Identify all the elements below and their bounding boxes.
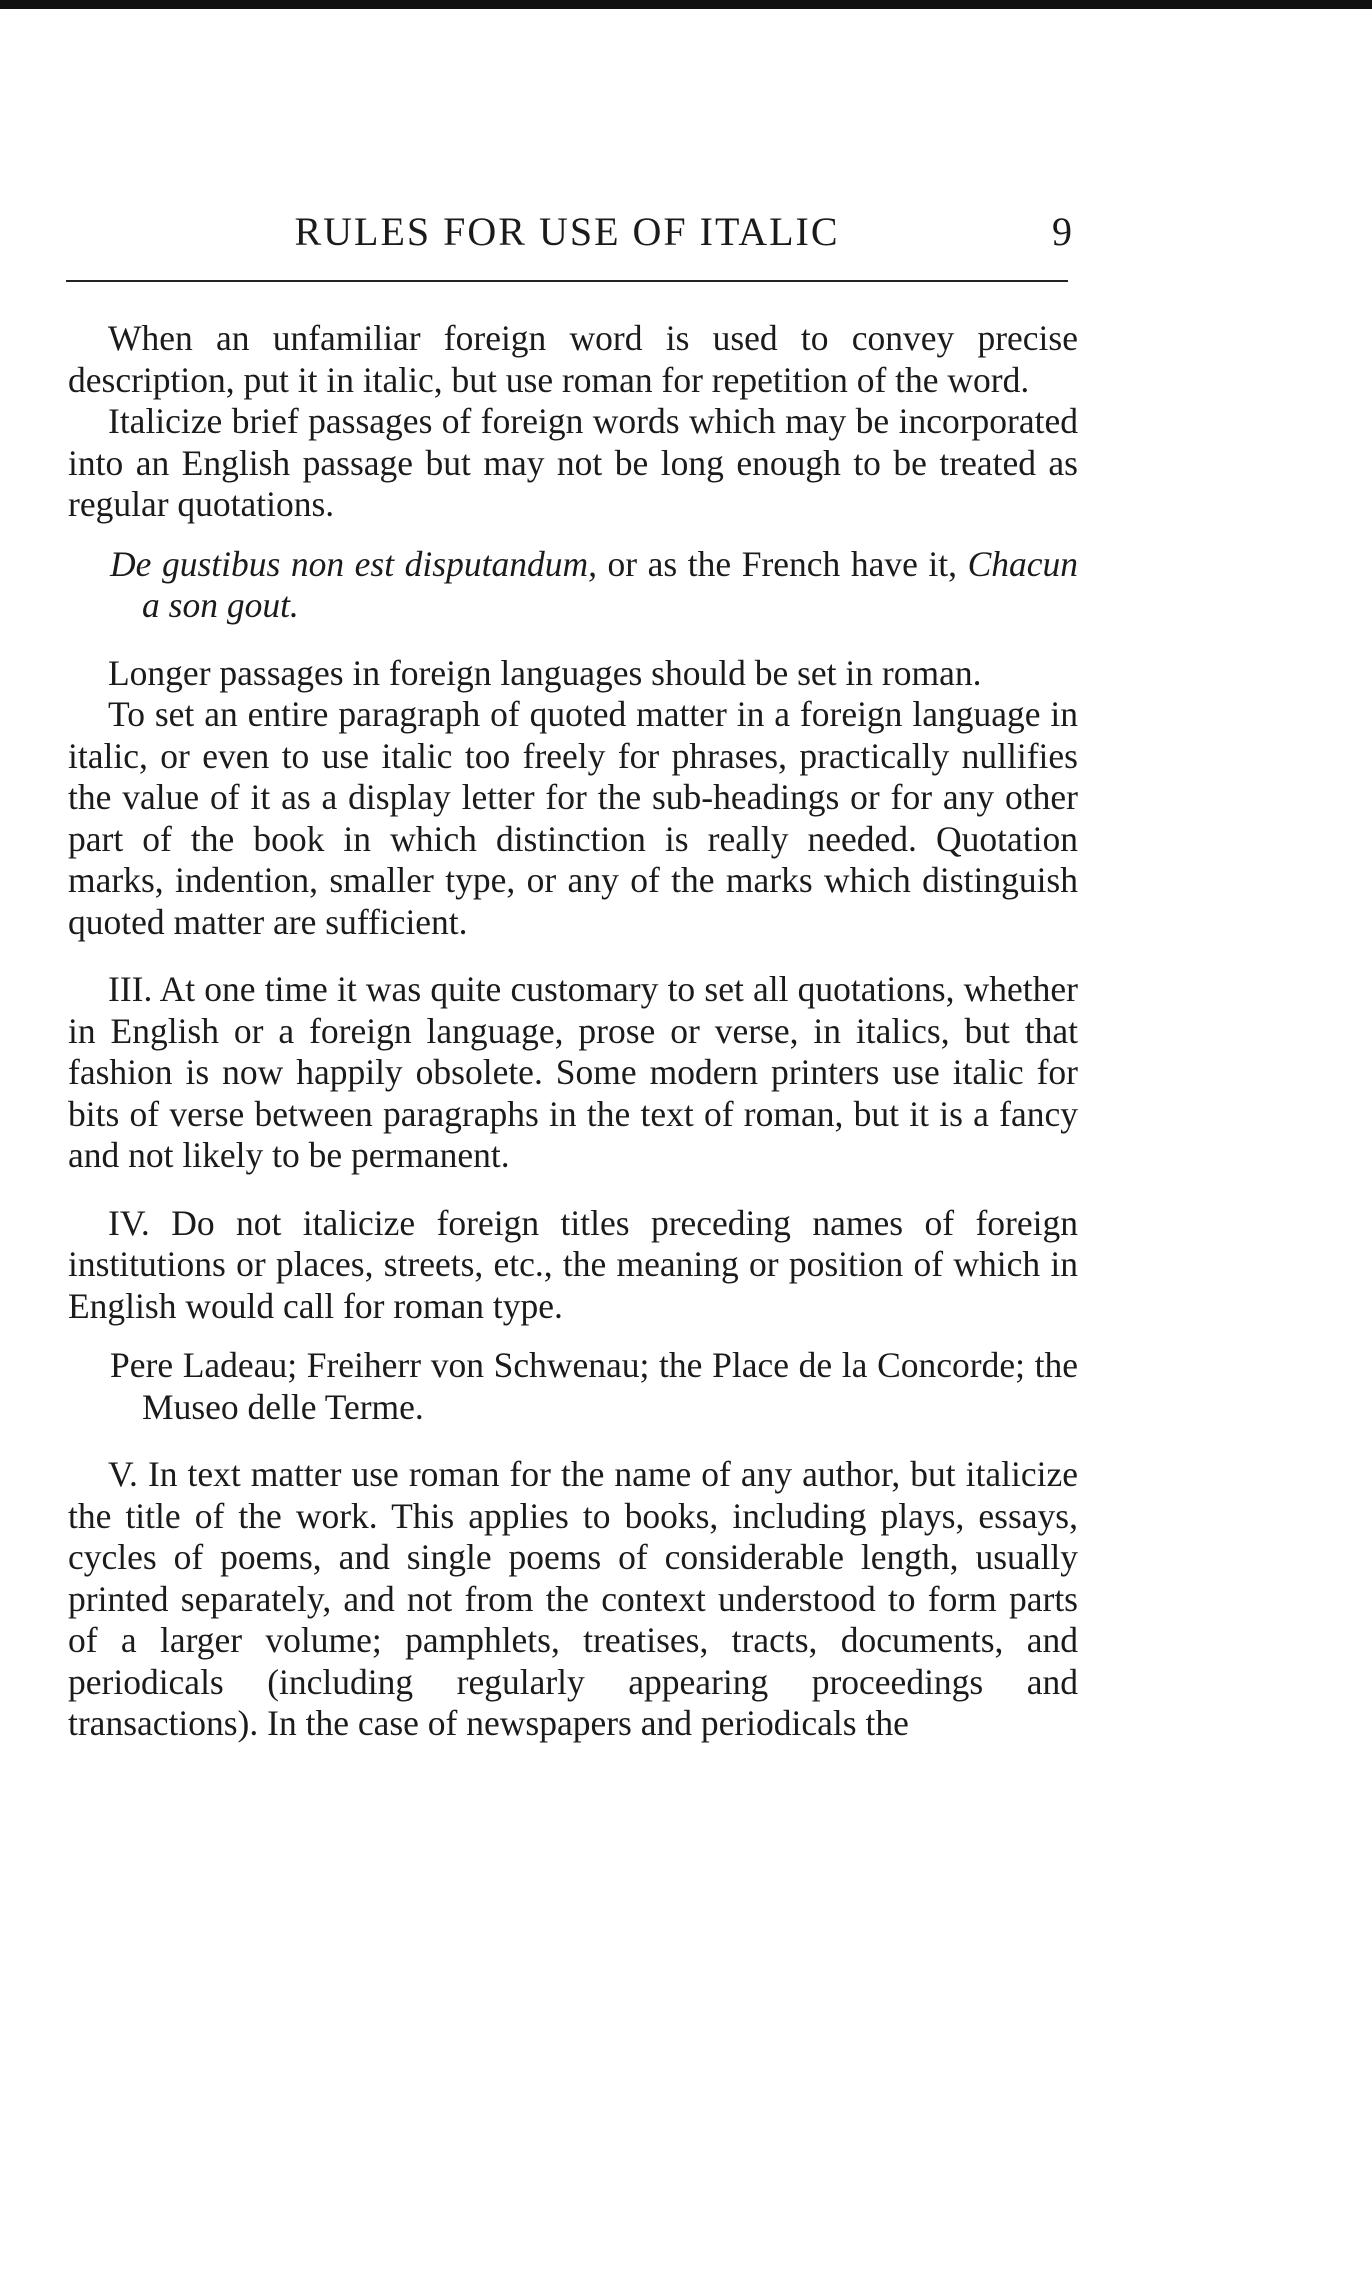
paragraph-longer-passages: Longer passages in foreign languages should be set in roman. (108, 652, 982, 693)
paragraph-rule-iii: III. At one time it was quite customary to set all quotations, whether in English or a foreign language, prose or verse, in italics, but that fashion is now happily obsolete. Some modern printers use italic for bits of verse between paragraphs in the text of roman, but it is a fancy and not likely to be permanent. (68, 969, 1078, 1175)
paragraph-foreign-word: When an unfamiliar foreign word is used to convey precise description, put it in italic, but use roman for repetition of the word. (68, 318, 1078, 400)
header-rule (66, 280, 1068, 282)
running-head (62, 208, 1072, 258)
example-latin-phrase: De gustibus non est disputandum, (110, 543, 597, 584)
paragraph-entire-paragraph: To set an entire paragraph of quoted matter in a foreign language in italic, or even to use italic too freely for phrases, practically nullifies the value of it as a display letter for the sub-headings or for any other part of the book in which distinction is really needed. Quotation marks, indention, smaller type, or any of the marks which distinguish quoted matter are sufficient. (68, 694, 1078, 942)
page-number: 9 (1052, 209, 1072, 254)
body-text (68, 318, 1078, 1745)
example-french-phrase: Chacun a son gout. (142, 543, 1078, 625)
paragraph-rule-iv: IV. Do not italicize foreign titles preceding names of foreign institutions or places, streets, etc., the meaning or position of which in English would call for roman type. (68, 1202, 1078, 1326)
example-latin-french (110, 544, 1078, 627)
running-title: RULES FOR USE OF ITALIC (294, 209, 840, 254)
paragraph-rule-v: V. In text matter use roman for the name of any author, but italicize the title of the work. This applies to books, including plays, essays, cycles of poems, and single poems of considerable length, usually printed separately, and not from the context understood to form parts of a larger volume; pamphlets, treatises, tracts, documents, and periodicals (including regularly appearing proceedings and transactions). In the case of newspapers and periodicals the (68, 1454, 1078, 1743)
paragraph-brief-passages: Italicize brief passages of foreign words which may be incorporated into an English passage but may not be long enough to be treated as regular quotations. (68, 401, 1078, 524)
example-foreign-titles: Pere Ladeau; Freiherr von Schwenau; the Place de la Concorde; the Museo delle Terme. (110, 1345, 1078, 1427)
example-connector: or as the French have it, (596, 543, 957, 584)
